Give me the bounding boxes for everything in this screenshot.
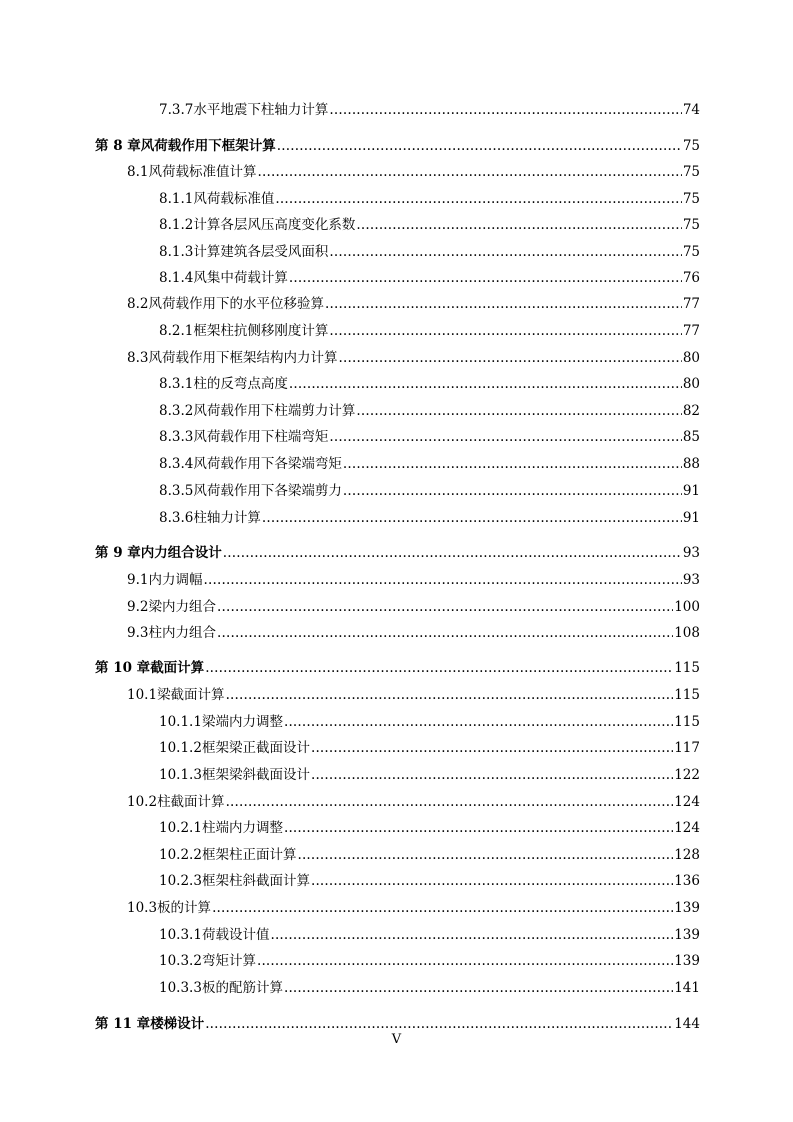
- toc-entry-page: 117: [674, 740, 700, 756]
- toc-entry-chapter[interactable]: [0, 658, 793, 678]
- dot-leader: [338, 348, 681, 368]
- dot-leader: [205, 658, 673, 678]
- toc-entry-number: 8.3: [127, 350, 149, 366]
- dot-leader: [223, 543, 682, 563]
- toc-entry-page: 82: [682, 403, 700, 419]
- toc-entry-subsection[interactable]: [0, 427, 793, 447]
- toc-entry-page: 139: [674, 927, 700, 943]
- toc-entry-number: 8.3.4: [159, 456, 194, 472]
- dot-leader: [325, 294, 682, 314]
- toc-entry-number: 10.2.3: [159, 873, 202, 889]
- toc-entry-title: 框架梁正截面设计: [201, 740, 310, 756]
- toc-entry-subsection[interactable]: [0, 481, 793, 501]
- toc-entry-title: 截面计算: [150, 660, 205, 676]
- toc-entry-title: 楼梯设计: [150, 1016, 205, 1032]
- toc-entry-number: 8.2: [127, 296, 149, 312]
- dot-leader: [311, 765, 673, 785]
- toc-entry-title: 弯矩计算: [201, 953, 256, 969]
- dot-leader: [284, 712, 673, 732]
- toc-entry-page: 93: [682, 572, 700, 588]
- dot-leader: [343, 454, 682, 474]
- toc-entry-number: 8.3.5: [159, 483, 194, 499]
- toc-entry-chapter[interactable]: [0, 1014, 793, 1034]
- toc-entry-section[interactable]: [0, 294, 793, 314]
- toc-entry-title: 风荷载作用下柱端弯矩: [193, 429, 329, 445]
- toc-entry-number: 8.1.4: [159, 270, 194, 286]
- dot-leader: [262, 508, 682, 528]
- toc-entry-number: 10.2: [127, 794, 158, 810]
- dot-leader: [289, 374, 682, 394]
- toc-entry-number: 10.2.2: [159, 847, 202, 863]
- toc-entry-title: 框架柱斜截面计算: [201, 873, 310, 889]
- toc-entry-title: 框架梁斜截面设计: [201, 767, 310, 783]
- toc-entry-subsection[interactable]: [0, 738, 793, 758]
- toc-entry-title: 柱轴力计算: [193, 510, 261, 526]
- toc-entry-title: 风集中荷载计算: [193, 270, 288, 286]
- toc-entry-page: 91: [682, 510, 700, 526]
- toc-entry-number: 10.3.3: [159, 980, 202, 996]
- toc-entry-subsection[interactable]: [0, 454, 793, 474]
- toc-entry-number: 9.2: [127, 599, 149, 615]
- toc-entry-number: 8.3.6: [159, 510, 194, 526]
- toc-entry-page: 136: [674, 873, 700, 889]
- toc-entry-section[interactable]: [0, 685, 793, 705]
- toc-entry-page: 115: [674, 687, 700, 703]
- toc-entry-page: 76: [682, 270, 700, 286]
- toc-entry-number: 7.3.7: [159, 102, 194, 118]
- toc-entry-number: 8.3.2: [159, 403, 194, 419]
- dot-leader: [297, 845, 673, 865]
- toc-entry-number: 10.1.3: [159, 767, 202, 783]
- toc-entry-page: 75: [682, 138, 700, 154]
- toc-entry-title: 荷载设计值: [201, 927, 270, 943]
- dot-leader: [329, 427, 681, 447]
- toc-entry-title: 水平地震下柱轴力计算: [193, 102, 329, 118]
- toc-entry-title: 柱截面计算: [157, 794, 225, 810]
- toc-entry-number: 8.3.1: [159, 376, 194, 392]
- toc-entry-chapter[interactable]: [0, 543, 793, 563]
- toc-entry-page: 75: [682, 217, 700, 233]
- toc-entry-page: 144: [674, 1016, 700, 1032]
- toc-entry-title: 风荷载标准值: [193, 191, 275, 207]
- toc-entry-page: 91: [682, 483, 700, 499]
- toc-entry-page: 77: [682, 323, 700, 339]
- toc-entry-subsection[interactable]: [0, 712, 793, 732]
- toc-entry-number: 9.3: [127, 625, 149, 641]
- toc-entry-number: 9.1: [127, 572, 149, 588]
- toc-entry-subsection[interactable]: [0, 845, 793, 865]
- toc-entry-page: 100: [674, 599, 700, 615]
- dot-leader: [226, 792, 674, 812]
- toc-entry-number: 10.3.2: [159, 953, 202, 969]
- toc-entry-subsection[interactable]: [0, 508, 793, 528]
- dot-leader: [311, 738, 673, 758]
- toc-entry-page: 88: [682, 456, 700, 472]
- toc-entry-title: 风荷载作用下框架结构内力计算: [148, 350, 338, 366]
- toc-entry-subsection[interactable]: [0, 765, 793, 785]
- toc-entry-page: 122: [674, 767, 700, 783]
- toc-entry-number: 8.1.1: [159, 191, 194, 207]
- toc-entry-page: 74: [682, 102, 700, 118]
- toc-entry-section[interactable]: [0, 348, 793, 368]
- toc-entry-number: 8.1.3: [159, 244, 194, 260]
- toc-entry-section[interactable]: [0, 570, 793, 590]
- dot-leader: [257, 162, 681, 182]
- toc-entry-subsection[interactable]: [0, 818, 793, 838]
- toc-entry-title: 风荷载作用下柱端剪力计算: [193, 403, 356, 419]
- toc-entry-page: 141: [674, 980, 700, 996]
- toc-entry-subsection[interactable]: [0, 242, 793, 262]
- toc-entry-chapter[interactable]: [0, 136, 793, 156]
- toc-entry-page: 93: [682, 545, 700, 561]
- toc-entry-title: 柱端内力调整: [201, 820, 283, 836]
- toc-entry-title: 内力组合设计: [140, 545, 222, 561]
- toc-entry-page: 139: [674, 900, 700, 916]
- toc-entry-page: 77: [682, 296, 700, 312]
- dot-leader: [311, 871, 673, 891]
- toc-entry-page: 80: [682, 350, 700, 366]
- toc-entry-number: 10.1.1: [159, 714, 202, 730]
- toc-entry-page: 115: [674, 660, 700, 676]
- toc-entry-subsection[interactable]: [0, 871, 793, 891]
- toc-entry-number: 第 10 章: [95, 660, 151, 676]
- toc-entry-subsection[interactable]: [0, 401, 793, 421]
- toc-entry-subsection[interactable]: [0, 215, 793, 235]
- dot-leader: [275, 189, 681, 209]
- toc-entry-number: 第 11 章: [95, 1016, 151, 1032]
- toc-entry-page: 75: [682, 244, 700, 260]
- dot-leader: [217, 623, 673, 643]
- toc-entry-title: 板的配筋计算: [201, 980, 283, 996]
- toc-entry-number: 8.2.1: [159, 323, 194, 339]
- dot-leader: [217, 597, 673, 617]
- dot-leader: [284, 978, 673, 998]
- toc-entry-title: 板的计算: [157, 900, 212, 916]
- dot-leader: [329, 100, 681, 120]
- toc-entry-title: 风荷载作用下各梁端弯矩: [193, 456, 342, 472]
- toc-entry-title: 框架柱正面计算: [201, 847, 297, 863]
- toc-entry-page: 115: [674, 714, 700, 730]
- page-number: V: [391, 1032, 402, 1047]
- toc-entry-subsection[interactable]: [0, 925, 793, 945]
- toc-entry-subsection[interactable]: [0, 189, 793, 209]
- dot-leader: [289, 268, 682, 288]
- toc-entry-page: 128: [674, 847, 700, 863]
- dot-leader: [284, 818, 673, 838]
- toc-entry-section[interactable]: [0, 898, 793, 918]
- toc-entry-title: 风荷载标准值计算: [148, 164, 257, 180]
- toc-entry-page: 75: [682, 191, 700, 207]
- dot-leader: [203, 570, 681, 590]
- toc-entry-page: 124: [674, 820, 700, 836]
- toc-entry-number: 第 9 章: [95, 545, 141, 561]
- toc-entry-section[interactable]: [0, 792, 793, 812]
- toc-entry-number: 10.1.2: [159, 740, 202, 756]
- toc-entry-number: 8.1: [127, 164, 149, 180]
- toc-entry-title: 梁内力组合: [148, 599, 216, 615]
- toc-entry-subsection[interactable]: [0, 321, 793, 341]
- toc-entry-subsection[interactable]: [0, 374, 793, 394]
- toc-entry-subsection[interactable]: [0, 268, 793, 288]
- toc-entry-subsection[interactable]: [0, 100, 793, 120]
- toc-entry-title: 计算各层风压高度变化系数: [193, 217, 356, 233]
- toc-entry-number: 8.1.2: [159, 217, 194, 233]
- dot-leader: [277, 136, 682, 156]
- toc-entry-page: 85: [682, 429, 700, 445]
- dot-leader: [257, 951, 673, 971]
- dot-leader: [226, 685, 674, 705]
- toc-entry-subsection[interactable]: [0, 978, 793, 998]
- dot-leader: [329, 321, 681, 341]
- toc-entry-title: 梁端内力调整: [201, 714, 283, 730]
- toc-entry-number: 10.1: [127, 687, 158, 703]
- toc-entry-title: 柱内力组合: [148, 625, 216, 641]
- toc-entry-title: 内力调幅: [148, 572, 203, 588]
- toc-entry-title: 计算建筑各层受风面积: [193, 244, 329, 260]
- toc-entry-title: 风荷载作用下的水平位移验算: [148, 296, 324, 312]
- toc-entry-page: 124: [674, 794, 700, 810]
- toc-entry-section[interactable]: [0, 597, 793, 617]
- dot-leader: [343, 481, 682, 501]
- toc-entry-title: 风荷载作用下框架计算: [140, 138, 276, 154]
- toc-entry-number: 8.3.3: [159, 429, 194, 445]
- dot-leader: [212, 898, 673, 918]
- toc-entry-page: 139: [674, 953, 700, 969]
- toc-entry-page: 80: [682, 376, 700, 392]
- toc-entry-page: 75: [682, 164, 700, 180]
- dot-leader: [270, 925, 673, 945]
- toc-entry-title: 梁截面计算: [157, 687, 225, 703]
- toc-entry-title: 风荷载作用下各梁端剪力: [193, 483, 342, 499]
- toc-entry-number: 10.3.1: [159, 927, 202, 943]
- dot-leader: [205, 1014, 673, 1034]
- dot-leader: [356, 215, 681, 235]
- toc-entry-title: 框架柱抗侧移刚度计算: [193, 323, 329, 339]
- toc-entry-section[interactable]: [0, 623, 793, 643]
- toc-entry-section[interactable]: [0, 162, 793, 182]
- toc-entry-page: 108: [674, 625, 700, 641]
- dot-leader: [356, 401, 681, 421]
- toc-entry-number: 第 8 章: [95, 138, 141, 154]
- toc-entry-title: 柱的反弯点高度: [193, 376, 288, 392]
- toc-entry-number: 10.3: [127, 900, 158, 916]
- dot-leader: [329, 242, 681, 262]
- toc-entry-number: 10.2.1: [159, 820, 202, 836]
- toc-entry-subsection[interactable]: [0, 951, 793, 971]
